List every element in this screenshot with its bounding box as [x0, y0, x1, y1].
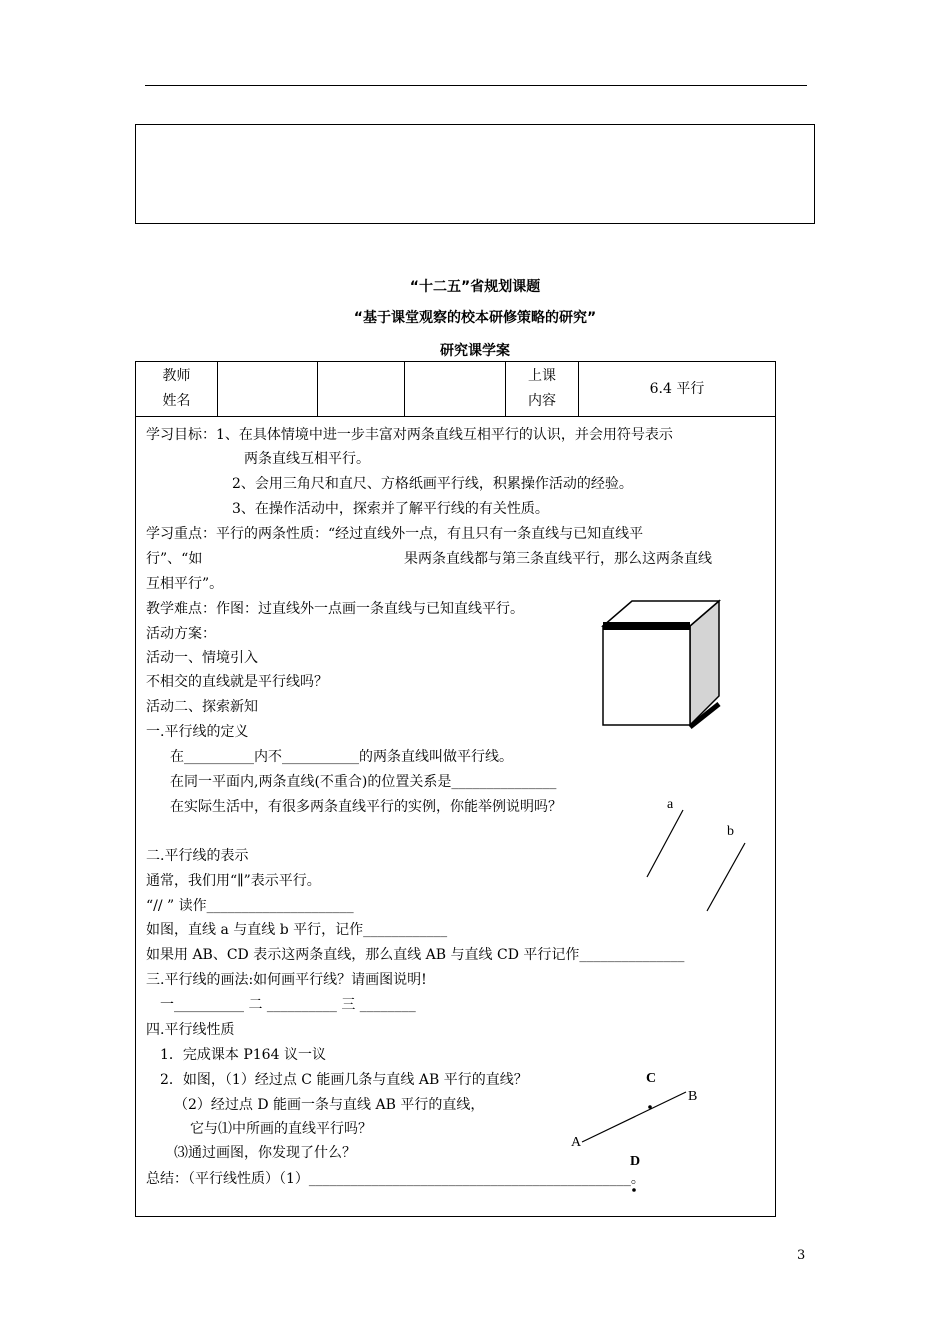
- section-2-line-4: 如果用 AB、CD 表示这两条直线，那么直线 AB 与直线 CD 平行记作_______________: [146, 947, 685, 963]
- line-b: [707, 843, 745, 911]
- page-number: 3: [797, 1248, 806, 1263]
- question-1: 不相交的直线就是平行线吗？: [146, 674, 328, 690]
- summary: 总结：（平行线性质）（1）______________________________________________。: [146, 1171, 645, 1187]
- objective-3: 3、在操作活动中，探索并了解平行线的有关性质。: [232, 501, 549, 517]
- point-C: [648, 1105, 652, 1109]
- difficulty: 教学难点：作图：过直线外一点画一条直线与已知直线平行。: [146, 601, 524, 617]
- activity-2: 活动二、探索新知: [146, 699, 258, 715]
- title-line-1: “十二五”省规划课题: [409, 279, 541, 295]
- activity-1: 活动一、情境引入: [146, 650, 258, 666]
- key-points-line-3: 互相平行”。: [146, 576, 224, 592]
- label-b: b: [727, 824, 734, 839]
- label-a: a: [667, 797, 674, 812]
- title-line-3: 研究课学案: [440, 343, 510, 359]
- objective-1b: 两条直线互相平行。: [244, 451, 370, 467]
- content-label-1: 上课: [528, 368, 556, 384]
- section-4-item-2: 2．如图，（1）经过点 C 能画几条与直线 AB 平行的直线？: [160, 1072, 528, 1088]
- section-2-line-1: 通常，我们用“∥”表示平行。: [146, 873, 321, 889]
- section-4-item-3: （2）经过点 D 能画一条与直线 AB 平行的直线，: [174, 1097, 485, 1113]
- section-4-item-5: ⑶通过画图，你发现了什么？: [174, 1145, 356, 1161]
- line-a: [647, 810, 683, 877]
- section-4-item-4: 它与⑴中所画的直线平行吗？: [190, 1121, 372, 1137]
- section-4-item-1: 1．完成课本 P164 议一议: [160, 1047, 326, 1063]
- activity-plan: 活动方案：: [146, 626, 216, 642]
- content-value-cell: 6.4 平行: [579, 362, 776, 417]
- teacher-label-2: 姓名: [162, 393, 191, 409]
- section-4-title: 四.平行线性质: [146, 1022, 235, 1038]
- objective-2: 2、会用三角尺和直尺、方格纸画平行线，积累操作活动的经验。: [232, 476, 633, 492]
- label-B: B: [688, 1089, 698, 1104]
- content-label-2: 内容: [528, 393, 556, 409]
- section-1-title: 一.平行线的定义: [146, 724, 249, 740]
- point-line-figure: [571, 1071, 697, 1192]
- label-D: D: [630, 1154, 641, 1169]
- objective-1a: 1、在具体情境中进一步丰富对两条直线互相平行的认识，并会用符号表示: [216, 427, 673, 443]
- section-2-line-3: 如图，直线 a 与直线 b 平行，记作____________: [146, 922, 448, 938]
- cube-front-face: [603, 626, 690, 725]
- section-2-line-2: “// ” 读作_____________________: [146, 898, 354, 914]
- section-3-title: 三.平行线的画法:如何画平行线？请画图说明!: [146, 972, 427, 988]
- section-1-line-2: 在同一平面内,两条直线(不重合)的位置关系是_______________: [170, 774, 557, 790]
- teacher-label-1: 教师: [162, 368, 191, 384]
- section-1-line-3: 在实际生活中，有很多两条直线平行的实例，你能举例说明吗？: [170, 799, 562, 815]
- line-ab: [582, 1092, 686, 1142]
- label-C: C: [646, 1071, 657, 1086]
- objectives-label: 学习目标：: [146, 427, 216, 443]
- cube-top-edge-bar: [603, 622, 690, 630]
- label-A: A: [571, 1135, 582, 1150]
- key-points-line-2b: 果两条直线都与第三条直线平行，那么这两条直线: [404, 551, 712, 567]
- section-1-line-1: 在__________内不___________的两条直线叫做平行线。: [170, 749, 513, 765]
- section-3-blanks: 一__________ 二 __________ 三 ________: [160, 997, 416, 1013]
- cube-figure: [603, 601, 719, 727]
- key-points-line-2a: 行”、“如: [146, 551, 203, 567]
- title-line-2: “基于课堂观察的校本研修策略的研究”: [353, 310, 597, 326]
- section-2-title: 二.平行线的表示: [146, 848, 249, 864]
- point-D: [632, 1188, 636, 1192]
- parallel-lines-figure: [647, 797, 745, 911]
- key-points-line-1: 学习重点：平行的两条性质：“经过直线外一点，有且只有一条直线与已知直线平: [146, 526, 644, 542]
